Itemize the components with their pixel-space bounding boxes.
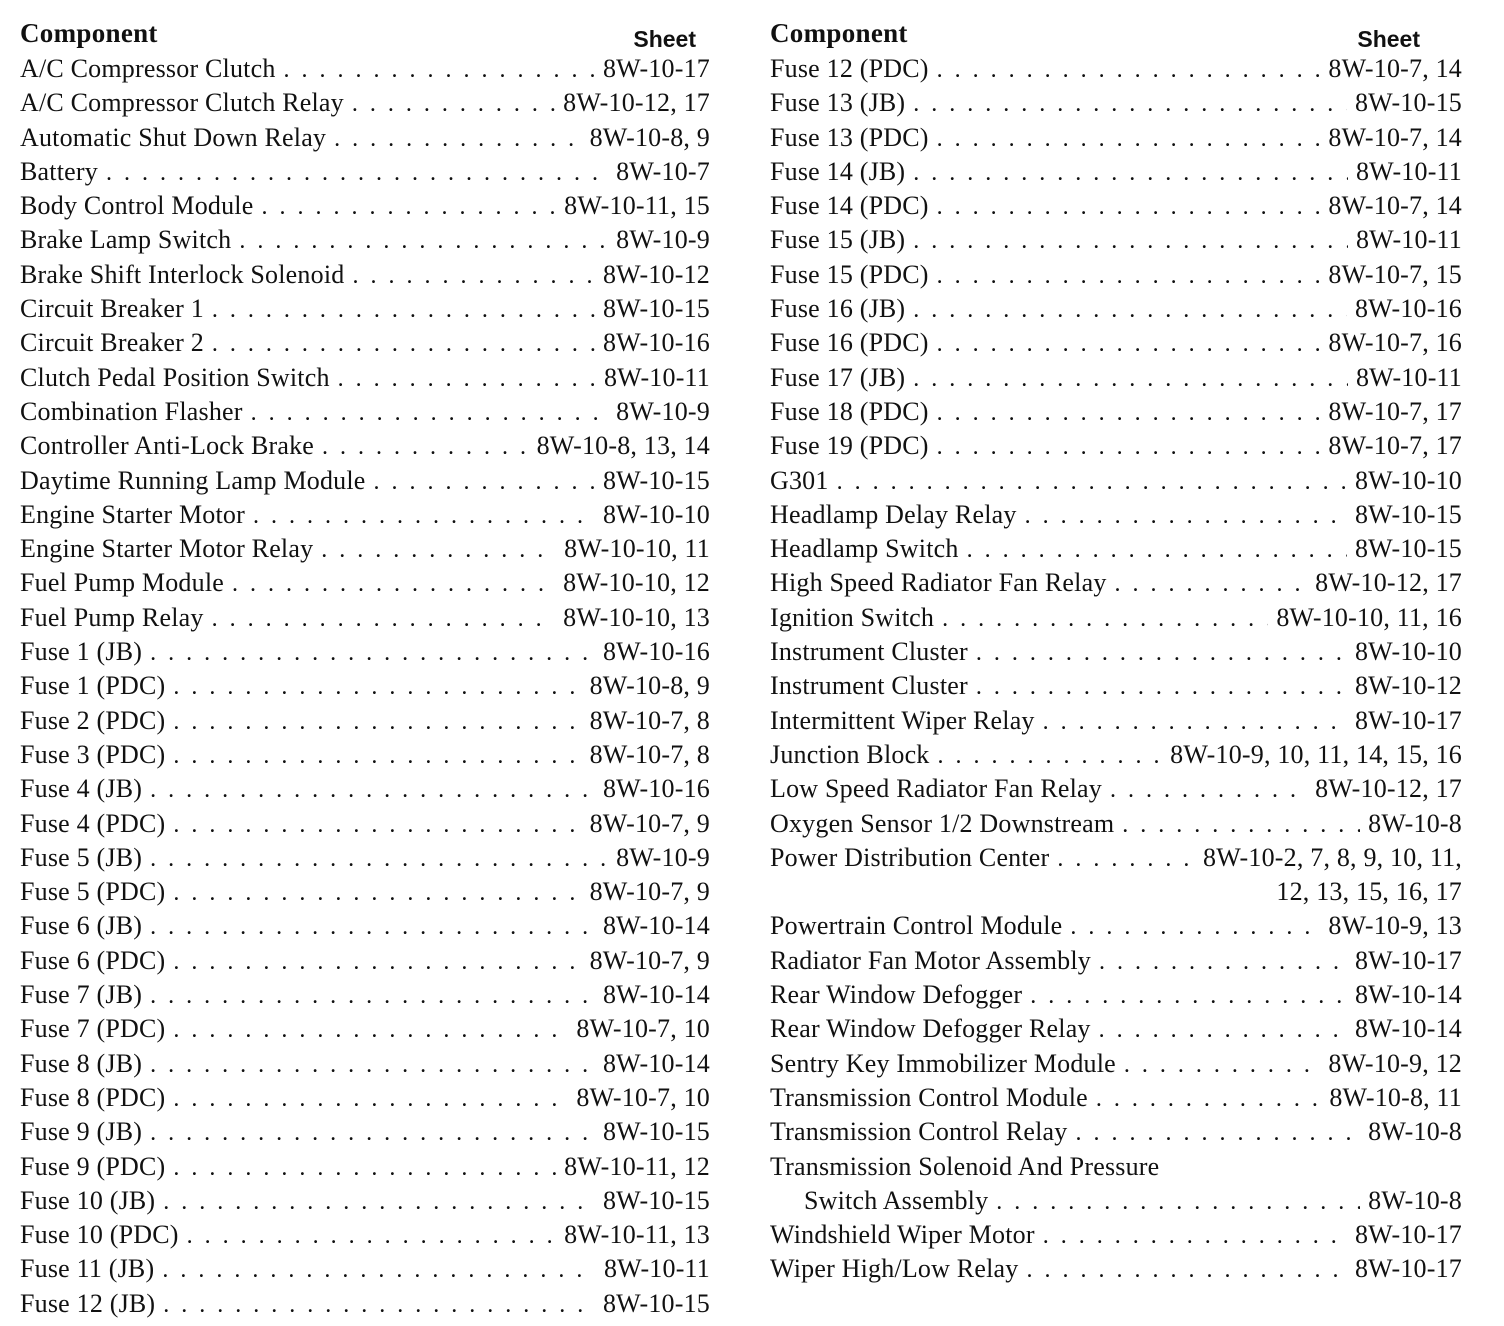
sheet-reference: 8W-10-16 (602, 328, 710, 358)
component-name: G301 (770, 465, 829, 495)
table-row (770, 978, 1462, 1012)
sheet-reference: 8W-10-10, 13 (563, 602, 710, 632)
dot-leader (150, 979, 595, 1012)
dot-leader (253, 499, 595, 532)
component-name: Fuse 18 (PDC) (770, 396, 929, 426)
component-name: Radiator Fan Motor Assembly (770, 945, 1091, 975)
table-row (20, 704, 710, 738)
table-row (20, 1184, 710, 1218)
table-row (770, 155, 1462, 189)
dot-leader (942, 602, 1268, 635)
sheet-reference: 8W-10-16 (1354, 294, 1462, 324)
table-row (20, 223, 710, 257)
component-name: Engine Starter Motor Relay (20, 534, 314, 564)
sheet-reference: 8W-10-14 (602, 911, 710, 941)
sheet-reference: 8W-10-7, 14 (1328, 122, 1462, 152)
dot-leader (937, 327, 1321, 360)
sheet-reference: 8W-10-15 (602, 294, 710, 324)
sheet-reference: 8W-10-12 (602, 259, 710, 289)
dot-leader (937, 122, 1321, 155)
component-name: Fuse 15 (JB) (770, 225, 906, 255)
component-name: Engine Starter Motor (20, 499, 245, 529)
sheet-reference: 8W-10-17 (1354, 1254, 1462, 1284)
dot-leader (1115, 567, 1308, 600)
sheet-reference: 8W-10-7, 9 (589, 877, 710, 907)
dot-leader (232, 567, 555, 600)
table-row (770, 669, 1462, 703)
sheet-reference: 8W-10-15 (602, 465, 710, 495)
table-row (20, 1081, 710, 1115)
component-name: Fuse 19 (PDC) (770, 431, 929, 461)
table-row (20, 909, 710, 943)
sheet-heading: Sheet (1357, 26, 1420, 52)
table-row (20, 566, 710, 600)
table-row (770, 429, 1462, 463)
component-heading: Component (770, 18, 908, 48)
table-row (770, 326, 1462, 360)
component-name: Fuse 9 (PDC) (20, 1151, 166, 1181)
component-name: Instrument Cluster (770, 637, 968, 667)
sheet-reference: 8W-10-12, 17 (1315, 568, 1462, 598)
component-name: Fuse 14 (PDC) (770, 191, 929, 221)
sheet-reference: 8W-10-11 (603, 362, 710, 392)
dot-leader (976, 670, 1347, 703)
sheet-reference: 8W-10-8 (1368, 1185, 1462, 1215)
component-name: Instrument Cluster (770, 671, 968, 701)
component-name: Fuse 6 (PDC) (20, 945, 166, 975)
table-row (770, 1218, 1462, 1252)
sheet-reference: 8W-10-17 (1354, 705, 1462, 735)
dot-leader (937, 53, 1321, 86)
component-name: Combination Flasher (20, 396, 243, 426)
component-name: Fuse 7 (PDC) (20, 1014, 166, 1044)
component-name: Oxygen Sensor 1/2 Downstream (770, 808, 1115, 838)
dot-leader (837, 465, 1347, 498)
dot-leader (1043, 705, 1347, 738)
table-row (770, 875, 1462, 909)
dot-leader (321, 533, 556, 566)
sheet-reference: 8W-10-10 (602, 499, 710, 529)
table-row (770, 772, 1462, 806)
component-name: Headlamp Switch (770, 534, 959, 564)
dot-leader (352, 87, 555, 120)
sheet-reference: 8W-10-11 (603, 1254, 710, 1284)
table-row (770, 52, 1462, 86)
component-name: Power Distribution Center (770, 842, 1050, 872)
dot-leader (284, 53, 595, 86)
sheet-reference: 8W-10-17 (1354, 945, 1462, 975)
sheet-reference: 8W-10-15 (1354, 499, 1462, 529)
component-name: Fuse 16 (JB) (770, 294, 906, 324)
sheet-reference: 8W-10-9 (616, 225, 710, 255)
dot-leader (150, 910, 595, 943)
dot-leader (338, 362, 596, 395)
component-name: Fuse 16 (PDC) (770, 328, 929, 358)
component-list-right (770, 52, 1462, 1287)
table-row (770, 361, 1462, 395)
table-row (20, 1115, 710, 1149)
component-name: Intermittent Wiper Relay (770, 705, 1035, 735)
dot-leader (937, 396, 1321, 429)
component-name: Wiper High/Low Relay (770, 1254, 1019, 1284)
table-row (770, 909, 1462, 943)
table-row (770, 395, 1462, 429)
sheet-reference: 8W-10-7, 15 (1328, 259, 1462, 289)
component-name: Junction Block (770, 739, 930, 769)
table-row (770, 1150, 1462, 1184)
table-row (20, 532, 710, 566)
dot-leader (173, 739, 581, 772)
dot-leader (913, 293, 1347, 326)
table-row (770, 464, 1462, 498)
component-name: Brake Shift Interlock Solenoid (20, 259, 345, 289)
sheet-reference: 8W-10-7, 14 (1328, 54, 1462, 83)
sheet-reference: 8W-10-9 (616, 842, 710, 872)
dot-leader (1096, 1082, 1321, 1115)
dot-leader (212, 602, 556, 635)
dot-leader (913, 362, 1348, 395)
component-name: Brake Lamp Switch (20, 225, 232, 255)
sheet-reference: 8W-10-14 (1354, 980, 1462, 1010)
table-row (770, 944, 1462, 978)
sheet-reference: 8W-10-7, 17 (1328, 396, 1462, 426)
dot-leader (937, 430, 1321, 463)
component-name: Fuse 14 (JB) (770, 156, 906, 186)
component-name: Fuse 10 (JB) (20, 1185, 156, 1215)
sheet-reference: 8W-10-10, 11, 16 (1276, 602, 1462, 632)
sheet-heading: Sheet (633, 26, 696, 52)
table-row (20, 361, 710, 395)
sheet-reference: 8W-10-12, 17 (563, 88, 710, 118)
dot-leader (150, 1048, 595, 1081)
dot-leader (212, 327, 595, 360)
dot-leader (996, 1185, 1360, 1218)
dot-leader (1057, 842, 1195, 875)
table-row (20, 395, 710, 429)
component-name: Circuit Breaker 1 (20, 294, 204, 324)
component-list-left (20, 52, 710, 1321)
sheet-reference: 8W-10-7, 9 (589, 945, 710, 975)
sheet-reference: 8W-10-7, 10 (576, 1082, 710, 1112)
table-row (770, 1184, 1462, 1218)
component-name: Fuel Pump Module (20, 568, 224, 598)
dot-leader (1070, 910, 1320, 943)
component-name: Powertrain Control Module (770, 911, 1063, 941)
component-name: Fuse 12 (JB) (20, 1288, 156, 1318)
dot-leader (322, 430, 529, 463)
component-name: Fuel Pump Relay (20, 602, 204, 632)
sheet-reference: 8W-10-2, 7, 8, 9, 10, 11, (1203, 842, 1462, 872)
table-row (770, 223, 1462, 257)
table-row (20, 669, 710, 703)
table-row (770, 807, 1462, 841)
sheet-reference: 8W-10-8, 11 (1329, 1082, 1462, 1112)
component-name: Switch Assembly (804, 1185, 989, 1215)
table-row (770, 86, 1462, 120)
dot-leader (106, 156, 608, 189)
dot-leader (173, 808, 581, 841)
table-row (20, 155, 710, 189)
component-name: Rear Window Defogger (770, 980, 1023, 1010)
component-name: Transmission Control Relay (770, 1117, 1068, 1147)
component-name: Controller Anti-Lock Brake (20, 431, 315, 461)
dot-leader (1075, 1116, 1360, 1149)
sheet-reference: 8W-10-7, 8 (589, 705, 710, 735)
table-row (770, 292, 1462, 326)
component-name: Clutch Pedal Position Switch (20, 362, 330, 392)
sheet-reference: 8W-10-10, 12 (563, 568, 710, 598)
component-name: Rear Window Defogger Relay (770, 1014, 1091, 1044)
sheet-reference: 8W-10-9 (616, 396, 710, 426)
component-name: Fuse 15 (PDC) (770, 259, 929, 289)
dot-leader (913, 87, 1347, 120)
component-heading: Component (20, 18, 158, 48)
sheet-reference: 8W-10-9, 10, 11, 14, 15, 16 (1170, 739, 1462, 769)
component-name: Automatic Shut Down Relay (20, 122, 327, 152)
right-column (770, 18, 1462, 1287)
sheet-reference: 8W-10-11, 13 (564, 1220, 710, 1250)
table-row (20, 944, 710, 978)
table-row (20, 464, 710, 498)
dot-leader (173, 670, 581, 703)
sheet-reference: 8W-10-14 (1354, 1014, 1462, 1044)
table-row (770, 121, 1462, 155)
dot-leader (1124, 1048, 1320, 1081)
column-header (20, 18, 710, 52)
component-name: Transmission Solenoid And Pressure (770, 1151, 1160, 1181)
dot-leader (173, 1151, 556, 1184)
dot-leader (1099, 1013, 1347, 1046)
sheet-reference: 8W-10-15 (1354, 534, 1462, 564)
component-name: Fuse 11 (JB) (20, 1254, 155, 1284)
component-name: Fuse 4 (PDC) (20, 808, 166, 838)
dot-leader (173, 705, 581, 738)
table-row (770, 1081, 1462, 1115)
dot-leader (334, 122, 581, 155)
dot-leader (150, 1116, 595, 1149)
dot-leader (261, 190, 556, 223)
dot-leader (251, 396, 609, 429)
table-row (770, 601, 1462, 635)
dot-leader (150, 842, 608, 875)
component-name: Fuse 12 (PDC) (770, 54, 929, 83)
table-row (770, 635, 1462, 669)
component-name: Fuse 4 (JB) (20, 774, 143, 804)
sheet-reference: 8W-10-14 (602, 980, 710, 1010)
dot-leader (212, 293, 595, 326)
sheet-reference: 8W-10-11 (1355, 156, 1462, 186)
component-name: Fuse 17 (JB) (770, 362, 906, 392)
table-row (770, 704, 1462, 738)
sheet-reference: 8W-10-17 (602, 54, 710, 83)
dot-leader (937, 259, 1321, 292)
sheet-reference: 8W-10-11, 15 (564, 191, 710, 221)
table-row (20, 1150, 710, 1184)
dot-leader (1099, 945, 1347, 978)
sheet-reference: 8W-10-8, 9 (589, 122, 710, 152)
component-name: Circuit Breaker 2 (20, 328, 204, 358)
table-row (20, 52, 710, 86)
dot-leader (150, 636, 595, 669)
dot-leader (938, 739, 1163, 772)
sheet-reference: 8W-10-17 (1354, 1220, 1462, 1250)
dot-leader (1110, 773, 1307, 806)
component-name: Ignition Switch (770, 602, 935, 632)
sheet-reference: 8W-10-7, 9 (589, 808, 710, 838)
dot-leader (937, 190, 1321, 223)
sheet-reference: 8W-10-11 (1355, 225, 1462, 255)
table-row (770, 841, 1462, 875)
table-row (20, 1012, 710, 1046)
sheet-reference: 8W-10-15 (602, 1288, 710, 1318)
table-row (770, 1252, 1462, 1286)
dot-leader (1030, 979, 1347, 1012)
component-name: Battery (20, 156, 98, 186)
sheet-reference: 8W-10-9, 12 (1328, 1048, 1462, 1078)
component-name: Fuse 1 (PDC) (20, 671, 166, 701)
sheet-reference: 8W-10-7, 16 (1328, 328, 1462, 358)
table-row (20, 738, 710, 772)
component-name: Fuse 5 (PDC) (20, 877, 166, 907)
dot-leader (187, 1219, 557, 1252)
dot-leader (173, 1082, 568, 1115)
sheet-reference: 8W-10-8, 13, 14 (536, 431, 710, 461)
table-row (20, 875, 710, 909)
sheet-reference: 8W-10-15 (602, 1117, 710, 1147)
component-name: Fuse 3 (PDC) (20, 739, 166, 769)
component-name: Fuse 2 (PDC) (20, 705, 166, 735)
table-row (770, 1047, 1462, 1081)
component-name: Fuse 7 (JB) (20, 980, 143, 1010)
component-name: A/C Compressor Clutch Relay (20, 88, 344, 118)
component-name: Low Speed Radiator Fan Relay (770, 774, 1102, 804)
dot-leader (1025, 499, 1347, 532)
table-row (20, 429, 710, 463)
sheet-reference: 8W-10-10, 11 (564, 534, 710, 564)
table-row (770, 258, 1462, 292)
component-name: Daytime Running Lamp Module (20, 465, 366, 495)
component-name: Fuse 9 (JB) (20, 1117, 143, 1147)
sheet-reference: 8W-10-10 (1354, 637, 1462, 667)
dot-leader (163, 1185, 595, 1218)
dot-leader (374, 465, 595, 498)
table-row (770, 189, 1462, 223)
sheet-reference: 8W-10-9, 13 (1328, 911, 1462, 941)
dot-leader (1043, 1219, 1347, 1252)
table-row (20, 121, 710, 155)
component-name: Fuse 10 (PDC) (20, 1220, 179, 1250)
component-name: Transmission Control Module (770, 1082, 1088, 1112)
sheet-reference: 8W-10-7, 14 (1328, 191, 1462, 221)
dot-leader (1026, 1253, 1347, 1286)
sheet-reference: 8W-10-16 (602, 637, 710, 667)
component-name: Fuse 8 (JB) (20, 1048, 143, 1078)
sheet-reference: 8W-10-8, 9 (589, 671, 710, 701)
table-row (20, 1218, 710, 1252)
dot-leader (163, 1288, 595, 1321)
table-row (20, 841, 710, 875)
sheet-reference: 8W-10-16 (602, 774, 710, 804)
sheet-reference: 8W-10-7, 17 (1328, 431, 1462, 461)
component-name: Fuse 13 (PDC) (770, 122, 929, 152)
table-row (20, 1047, 710, 1081)
sheet-reference: 8W-10-7 (616, 156, 710, 186)
table-row (770, 1012, 1462, 1046)
component-name: Sentry Key Immobilizer Module (770, 1048, 1116, 1078)
component-name: High Speed Radiator Fan Relay (770, 568, 1107, 598)
dot-leader (976, 636, 1347, 669)
component-name: Headlamp Delay Relay (770, 499, 1017, 529)
component-name: Fuse 5 (JB) (20, 842, 143, 872)
table-row (770, 738, 1462, 772)
table-row (20, 258, 710, 292)
table-row (20, 1252, 710, 1286)
sheet-reference: 8W-10-7, 8 (589, 739, 710, 769)
component-name: Body Control Module (20, 191, 254, 221)
table-row (20, 498, 710, 532)
dot-leader (162, 1253, 596, 1286)
dot-leader (1122, 808, 1360, 841)
table-row (770, 498, 1462, 532)
dot-leader (239, 224, 608, 257)
component-name: Fuse 6 (JB) (20, 911, 143, 941)
sheet-reference: 8W-10-15 (602, 1185, 710, 1215)
table-row (20, 1287, 710, 1321)
dot-leader (913, 224, 1348, 257)
table-row (770, 1115, 1462, 1149)
dot-leader (352, 259, 595, 292)
column-header (770, 18, 1462, 52)
table-row (20, 326, 710, 360)
table-row (20, 601, 710, 635)
left-column (20, 18, 710, 1321)
sheet-reference: 8W-10-10 (1354, 465, 1462, 495)
component-name: A/C Compressor Clutch (20, 54, 276, 83)
component-name: Fuse 8 (PDC) (20, 1082, 166, 1112)
dot-leader (173, 945, 581, 978)
table-row (770, 532, 1462, 566)
dot-leader (150, 773, 595, 806)
component-name: Windshield Wiper Motor (770, 1220, 1035, 1250)
component-name: Fuse 13 (JB) (770, 88, 906, 118)
sheet-reference: 8W-10-8 (1368, 1117, 1462, 1147)
sheet-reference: 8W-10-14 (602, 1048, 710, 1078)
sheet-reference: 8W-10-12, 17 (1315, 774, 1462, 804)
table-row (20, 292, 710, 326)
table-row (20, 189, 710, 223)
table-row (20, 635, 710, 669)
sheet-reference: 8W-10-11 (1355, 362, 1462, 392)
sheet-reference: 8W-10-11, 12 (564, 1151, 710, 1181)
table-row (20, 772, 710, 806)
sheet-reference: 8W-10-7, 10 (576, 1014, 710, 1044)
table-row (20, 978, 710, 1012)
dot-leader (173, 1013, 568, 1046)
dot-leader (173, 876, 581, 909)
table-row (20, 86, 710, 120)
sheet-reference: 8W-10-12 (1354, 671, 1462, 701)
sheet-continuation: 12, 13, 15, 16, 17 (1276, 877, 1462, 907)
component-name: Fuse 1 (JB) (20, 637, 143, 667)
sheet-reference: 8W-10-15 (1354, 88, 1462, 118)
sheet-reference: 8W-10-8 (1368, 808, 1462, 838)
dot-leader (913, 156, 1348, 189)
table-row (20, 807, 710, 841)
table-row (770, 566, 1462, 600)
dot-leader (967, 533, 1347, 566)
